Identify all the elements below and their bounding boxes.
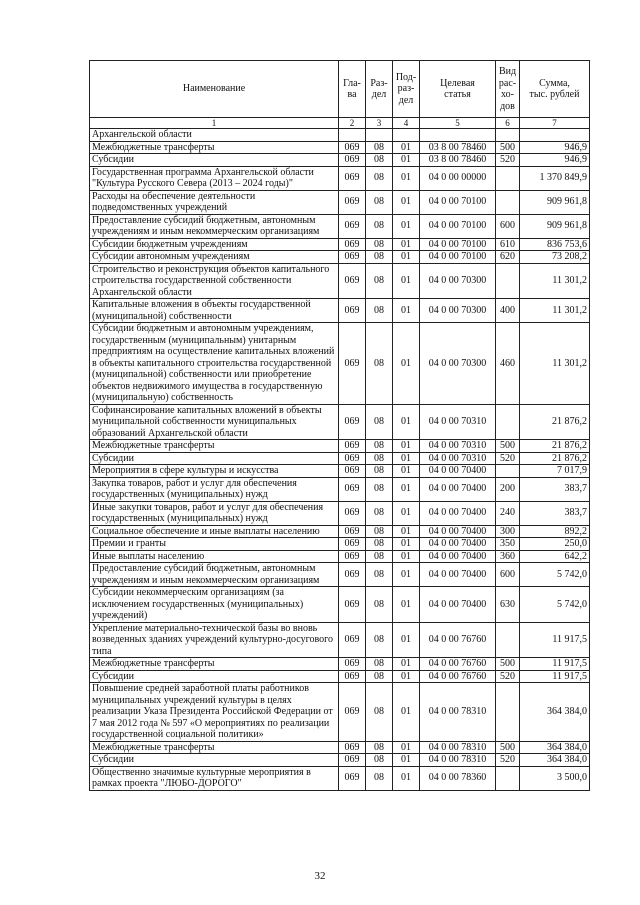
cell-expense-type: 240 <box>496 501 520 525</box>
header-amount: Сумма, тыс. рублей <box>520 61 590 118</box>
cell-amount: 11 301,2 <box>520 263 590 299</box>
table-row <box>90 263 590 299</box>
cell-chapter: 069 <box>339 214 366 238</box>
cell-name: Расходы на обеспечение деятельности подведомственных учреждений <box>90 190 339 214</box>
cell-expense-type: 350 <box>496 538 520 551</box>
cell-amount: 11 301,2 <box>520 299 590 323</box>
cell-chapter: 069 <box>339 154 366 167</box>
cell-chapter: 069 <box>339 323 366 405</box>
column-number: 1 <box>90 118 339 129</box>
cell-subsection: 01 <box>393 190 420 214</box>
cell-name: Иные закупки товаров, работ и услуг для обеспечения государственных (муниципальных) нужд <box>90 501 339 525</box>
table-row <box>90 525 590 538</box>
cell-amount: 11 301,2 <box>520 323 590 405</box>
table-row <box>90 190 590 214</box>
cell-section: 08 <box>366 587 393 623</box>
cell-name: Субсидии бюджетным и автономным учреждениям, государственным (муниципальным) унитарным предприятиям на осуществление капитальных вложений в объекты капитального строительства государственной (муниципальной) собственности или приобретение объектов недвижимого имущества в государственную (муниципальную) собственность <box>90 323 339 405</box>
cell-expense-type: 600 <box>496 563 520 587</box>
table-row <box>90 452 590 465</box>
cell-expense-type: 520 <box>496 154 520 167</box>
cell-target: 04 0 00 70400 <box>420 538 496 551</box>
table-row <box>90 477 590 501</box>
cell-subsection: 01 <box>393 670 420 683</box>
cell-chapter: 069 <box>339 550 366 563</box>
table-row <box>90 214 590 238</box>
header-target: Целевая статья <box>420 61 496 118</box>
cell-amount: 642,2 <box>520 550 590 563</box>
cell-name: Межбюджетные трансферты <box>90 440 339 453</box>
cell-target: 04 0 00 70400 <box>420 525 496 538</box>
header-chapter: Гла- ва <box>339 61 366 118</box>
cell-name: Государственная программа Архангельской области "Культура Русского Севера (2013 – 2024 годы)" <box>90 166 339 190</box>
cell-subsection: 01 <box>393 166 420 190</box>
cell-target: 04 0 00 76760 <box>420 658 496 671</box>
table-row <box>90 563 590 587</box>
cell-chapter: 069 <box>339 754 366 767</box>
cell-section: 08 <box>366 440 393 453</box>
cell-name: Общественно значимые культурные мероприятия в рамках проекта "ЛЮБО-ДОРОГО" <box>90 766 339 790</box>
cell-expense-type <box>496 683 520 742</box>
table-body <box>90 129 590 791</box>
cell-section: 08 <box>366 238 393 251</box>
cell-target: 04 0 00 70400 <box>420 587 496 623</box>
column-numbers-row <box>90 118 590 129</box>
cell-target: 04 0 00 70100 <box>420 238 496 251</box>
table-row <box>90 670 590 683</box>
table-row <box>90 238 590 251</box>
cell-name: Межбюджетные трансферты <box>90 658 339 671</box>
cell-name: Межбюджетные трансферты <box>90 741 339 754</box>
cell-expense-type: 500 <box>496 440 520 453</box>
cell-name: Мероприятия в сфере культуры и искусства <box>90 465 339 478</box>
cell-section: 08 <box>366 622 393 658</box>
cell-expense-type: 520 <box>496 754 520 767</box>
cell-amount <box>520 129 590 142</box>
table-row <box>90 766 590 790</box>
cell-amount: 3 500,0 <box>520 766 590 790</box>
cell-subsection: 01 <box>393 299 420 323</box>
cell-chapter <box>339 129 366 142</box>
cell-target <box>420 129 496 142</box>
cell-section: 08 <box>366 404 393 440</box>
cell-chapter: 069 <box>339 670 366 683</box>
cell-expense-type <box>496 166 520 190</box>
budget-table <box>89 60 590 791</box>
cell-name: Предоставление субсидий бюджетным, автономным учреждениям и иным некоммерческим организациям <box>90 563 339 587</box>
cell-subsection: 01 <box>393 465 420 478</box>
cell-name: Софинансирование капитальных вложений в объекты муниципальной собственности муниципальных образований Архангельской области <box>90 404 339 440</box>
cell-name: Строительство и реконструкция объектов капитального строительства государственной собственности Архангельской области <box>90 263 339 299</box>
cell-amount: 1 370 849,9 <box>520 166 590 190</box>
table-row <box>90 658 590 671</box>
cell-section: 08 <box>366 299 393 323</box>
cell-name: Премии и гранты <box>90 538 339 551</box>
cell-chapter: 069 <box>339 299 366 323</box>
cell-expense-type <box>496 129 520 142</box>
cell-subsection: 01 <box>393 525 420 538</box>
cell-chapter: 069 <box>339 683 366 742</box>
cell-target: 04 0 00 70400 <box>420 477 496 501</box>
table-row <box>90 323 590 405</box>
table-row <box>90 550 590 563</box>
cell-target: 04 0 00 70310 <box>420 404 496 440</box>
cell-chapter: 069 <box>339 452 366 465</box>
cell-expense-type: 500 <box>496 141 520 154</box>
cell-section: 08 <box>366 501 393 525</box>
cell-amount: 5 742,0 <box>520 587 590 623</box>
cell-expense-type: 520 <box>496 452 520 465</box>
cell-name: Субсидии <box>90 670 339 683</box>
cell-chapter: 069 <box>339 141 366 154</box>
cell-amount: 250,0 <box>520 538 590 551</box>
table-header <box>90 61 590 129</box>
cell-subsection: 01 <box>393 538 420 551</box>
cell-subsection: 01 <box>393 452 420 465</box>
cell-expense-type: 610 <box>496 238 520 251</box>
cell-expense-type <box>496 404 520 440</box>
cell-expense-type <box>496 622 520 658</box>
column-number: 7 <box>520 118 590 129</box>
cell-name: Субсидии <box>90 754 339 767</box>
cell-section: 08 <box>366 190 393 214</box>
cell-amount: 11 917,5 <box>520 670 590 683</box>
cell-section: 08 <box>366 550 393 563</box>
table-row <box>90 538 590 551</box>
cell-amount: 21 876,2 <box>520 404 590 440</box>
cell-section: 08 <box>366 477 393 501</box>
cell-amount: 21 876,2 <box>520 440 590 453</box>
cell-chapter: 069 <box>339 166 366 190</box>
cell-name: Укрепление материально-технической базы во вновь возведенных зданиях учреждений культурно-досугового типа <box>90 622 339 658</box>
cell-target: 04 0 00 70400 <box>420 550 496 563</box>
cell-subsection: 01 <box>393 563 420 587</box>
cell-chapter: 069 <box>339 741 366 754</box>
cell-subsection: 01 <box>393 501 420 525</box>
column-number: 4 <box>393 118 420 129</box>
cell-amount: 909 961,8 <box>520 214 590 238</box>
cell-target: 03 8 00 78460 <box>420 141 496 154</box>
table-row <box>90 683 590 742</box>
cell-subsection: 01 <box>393 251 420 264</box>
cell-section: 08 <box>366 658 393 671</box>
table-row <box>90 141 590 154</box>
cell-subsection: 01 <box>393 141 420 154</box>
cell-subsection: 01 <box>393 741 420 754</box>
cell-name: Межбюджетные трансферты <box>90 141 339 154</box>
cell-section: 08 <box>366 766 393 790</box>
cell-section: 08 <box>366 154 393 167</box>
table-row <box>90 440 590 453</box>
cell-section: 08 <box>366 323 393 405</box>
cell-section: 08 <box>366 141 393 154</box>
cell-chapter: 069 <box>339 440 366 453</box>
cell-target: 04 0 00 00000 <box>420 166 496 190</box>
cell-name: Субсидии бюджетным учреждениям <box>90 238 339 251</box>
cell-expense-type <box>496 263 520 299</box>
cell-target: 04 0 00 76760 <box>420 670 496 683</box>
cell-expense-type: 600 <box>496 214 520 238</box>
cell-expense-type: 500 <box>496 658 520 671</box>
cell-expense-type: 200 <box>496 477 520 501</box>
cell-amount: 11 917,5 <box>520 622 590 658</box>
cell-target: 04 0 00 70100 <box>420 190 496 214</box>
cell-amount: 364 384,0 <box>520 741 590 754</box>
cell-target: 04 0 00 70300 <box>420 323 496 405</box>
table-row <box>90 166 590 190</box>
cell-subsection: 01 <box>393 440 420 453</box>
cell-target: 04 0 00 70400 <box>420 563 496 587</box>
column-number: 6 <box>496 118 520 129</box>
cell-name: Капитальные вложения в объекты государственной (муниципальной) собственности <box>90 299 339 323</box>
cell-name: Субсидии некоммерческим организациям (за исключением государственных (муниципальных) учреждений) <box>90 587 339 623</box>
cell-target: 04 0 00 70100 <box>420 214 496 238</box>
cell-subsection <box>393 129 420 142</box>
cell-target: 04 0 00 70400 <box>420 501 496 525</box>
cell-chapter: 069 <box>339 477 366 501</box>
table-row <box>90 587 590 623</box>
column-number: 5 <box>420 118 496 129</box>
cell-subsection: 01 <box>393 658 420 671</box>
cell-target: 04 0 00 78310 <box>420 683 496 742</box>
cell-expense-type: 500 <box>496 741 520 754</box>
cell-chapter: 069 <box>339 404 366 440</box>
cell-chapter: 069 <box>339 190 366 214</box>
cell-section: 08 <box>366 166 393 190</box>
cell-subsection: 01 <box>393 550 420 563</box>
cell-amount: 5 742,0 <box>520 563 590 587</box>
table-row <box>90 404 590 440</box>
cell-expense-type <box>496 766 520 790</box>
cell-section: 08 <box>366 741 393 754</box>
cell-subsection: 01 <box>393 404 420 440</box>
cell-target: 04 0 00 70300 <box>420 263 496 299</box>
cell-section: 08 <box>366 754 393 767</box>
table-row <box>90 741 590 754</box>
cell-chapter: 069 <box>339 658 366 671</box>
cell-amount: 7 017,9 <box>520 465 590 478</box>
cell-name: Архангельской области <box>90 129 339 142</box>
cell-target: 04 0 00 70300 <box>420 299 496 323</box>
cell-chapter: 069 <box>339 766 366 790</box>
cell-subsection: 01 <box>393 323 420 405</box>
cell-subsection: 01 <box>393 263 420 299</box>
column-number: 3 <box>366 118 393 129</box>
cell-chapter: 069 <box>339 525 366 538</box>
header-expense-type: Вид рас- хо- дов <box>496 61 520 118</box>
cell-section: 08 <box>366 563 393 587</box>
cell-name: Социальное обеспечение и иные выплаты населению <box>90 525 339 538</box>
table-row <box>90 754 590 767</box>
cell-chapter: 069 <box>339 563 366 587</box>
cell-chapter: 069 <box>339 238 366 251</box>
cell-amount: 364 384,0 <box>520 683 590 742</box>
cell-subsection: 01 <box>393 214 420 238</box>
cell-section: 08 <box>366 214 393 238</box>
cell-target: 04 0 00 78310 <box>420 754 496 767</box>
cell-amount: 946,9 <box>520 141 590 154</box>
cell-target: 04 0 00 78310 <box>420 741 496 754</box>
cell-section <box>366 129 393 142</box>
cell-name: Субсидии автономным учреждениям <box>90 251 339 264</box>
cell-amount: 383,7 <box>520 477 590 501</box>
cell-amount: 892,2 <box>520 525 590 538</box>
cell-subsection: 01 <box>393 154 420 167</box>
cell-expense-type: 360 <box>496 550 520 563</box>
cell-name: Предоставление субсидий бюджетным, автономным учреждениям и иным некоммерческим организациям <box>90 214 339 238</box>
cell-amount: 11 917,5 <box>520 658 590 671</box>
table-row <box>90 129 590 142</box>
cell-chapter: 069 <box>339 587 366 623</box>
cell-expense-type: 620 <box>496 251 520 264</box>
cell-expense-type: 300 <box>496 525 520 538</box>
header-section: Раз- дел <box>366 61 393 118</box>
cell-target: 04 0 00 76760 <box>420 622 496 658</box>
table-row <box>90 465 590 478</box>
cell-subsection: 01 <box>393 766 420 790</box>
cell-section: 08 <box>366 683 393 742</box>
cell-target: 04 0 00 78360 <box>420 766 496 790</box>
column-number: 2 <box>339 118 366 129</box>
cell-target: 04 0 00 70400 <box>420 465 496 478</box>
cell-target: 04 0 00 70100 <box>420 251 496 264</box>
cell-subsection: 01 <box>393 754 420 767</box>
cell-amount: 21 876,2 <box>520 452 590 465</box>
cell-chapter: 069 <box>339 263 366 299</box>
cell-amount: 909 961,8 <box>520 190 590 214</box>
cell-section: 08 <box>366 525 393 538</box>
cell-chapter: 069 <box>339 501 366 525</box>
cell-name: Повышение средней заработной платы работников муниципальных учреждений культуры в целях реализации Указа Президента Российской Федерации от 7 мая 2012 года № 597 «О мероприятиях по реализации государственной социальной политики» <box>90 683 339 742</box>
cell-amount: 946,9 <box>520 154 590 167</box>
cell-amount: 73 208,2 <box>520 251 590 264</box>
table-row <box>90 251 590 264</box>
cell-expense-type <box>496 190 520 214</box>
cell-expense-type: 630 <box>496 587 520 623</box>
cell-subsection: 01 <box>393 622 420 658</box>
cell-target: 03 8 00 78460 <box>420 154 496 167</box>
cell-expense-type <box>496 465 520 478</box>
cell-expense-type: 520 <box>496 670 520 683</box>
table-row <box>90 299 590 323</box>
cell-target: 04 0 00 70310 <box>420 452 496 465</box>
cell-amount: 364 384,0 <box>520 754 590 767</box>
cell-section: 08 <box>366 538 393 551</box>
cell-expense-type: 460 <box>496 323 520 405</box>
cell-chapter: 069 <box>339 622 366 658</box>
cell-name: Закупка товаров, работ и услуг для обеспечения государственных (муниципальных) нужд <box>90 477 339 501</box>
cell-section: 08 <box>366 452 393 465</box>
header-subsection: Под- раз- дел <box>393 61 420 118</box>
header-name: Наименование <box>90 61 339 118</box>
cell-subsection: 01 <box>393 683 420 742</box>
cell-section: 08 <box>366 263 393 299</box>
cell-chapter: 069 <box>339 465 366 478</box>
table-row <box>90 622 590 658</box>
table-row <box>90 154 590 167</box>
cell-expense-type: 400 <box>496 299 520 323</box>
cell-name: Субсидии <box>90 154 339 167</box>
cell-chapter: 069 <box>339 538 366 551</box>
cell-chapter: 069 <box>339 251 366 264</box>
cell-target: 04 0 00 70310 <box>420 440 496 453</box>
table-row <box>90 501 590 525</box>
page-number: 32 <box>314 870 326 882</box>
cell-section: 08 <box>366 670 393 683</box>
cell-amount: 383,7 <box>520 501 590 525</box>
cell-section: 08 <box>366 465 393 478</box>
cell-subsection: 01 <box>393 238 420 251</box>
cell-name: Иные выплаты населению <box>90 550 339 563</box>
cell-amount: 836 753,6 <box>520 238 590 251</box>
cell-name: Субсидии <box>90 452 339 465</box>
cell-subsection: 01 <box>393 477 420 501</box>
cell-subsection: 01 <box>393 587 420 623</box>
cell-section: 08 <box>366 251 393 264</box>
